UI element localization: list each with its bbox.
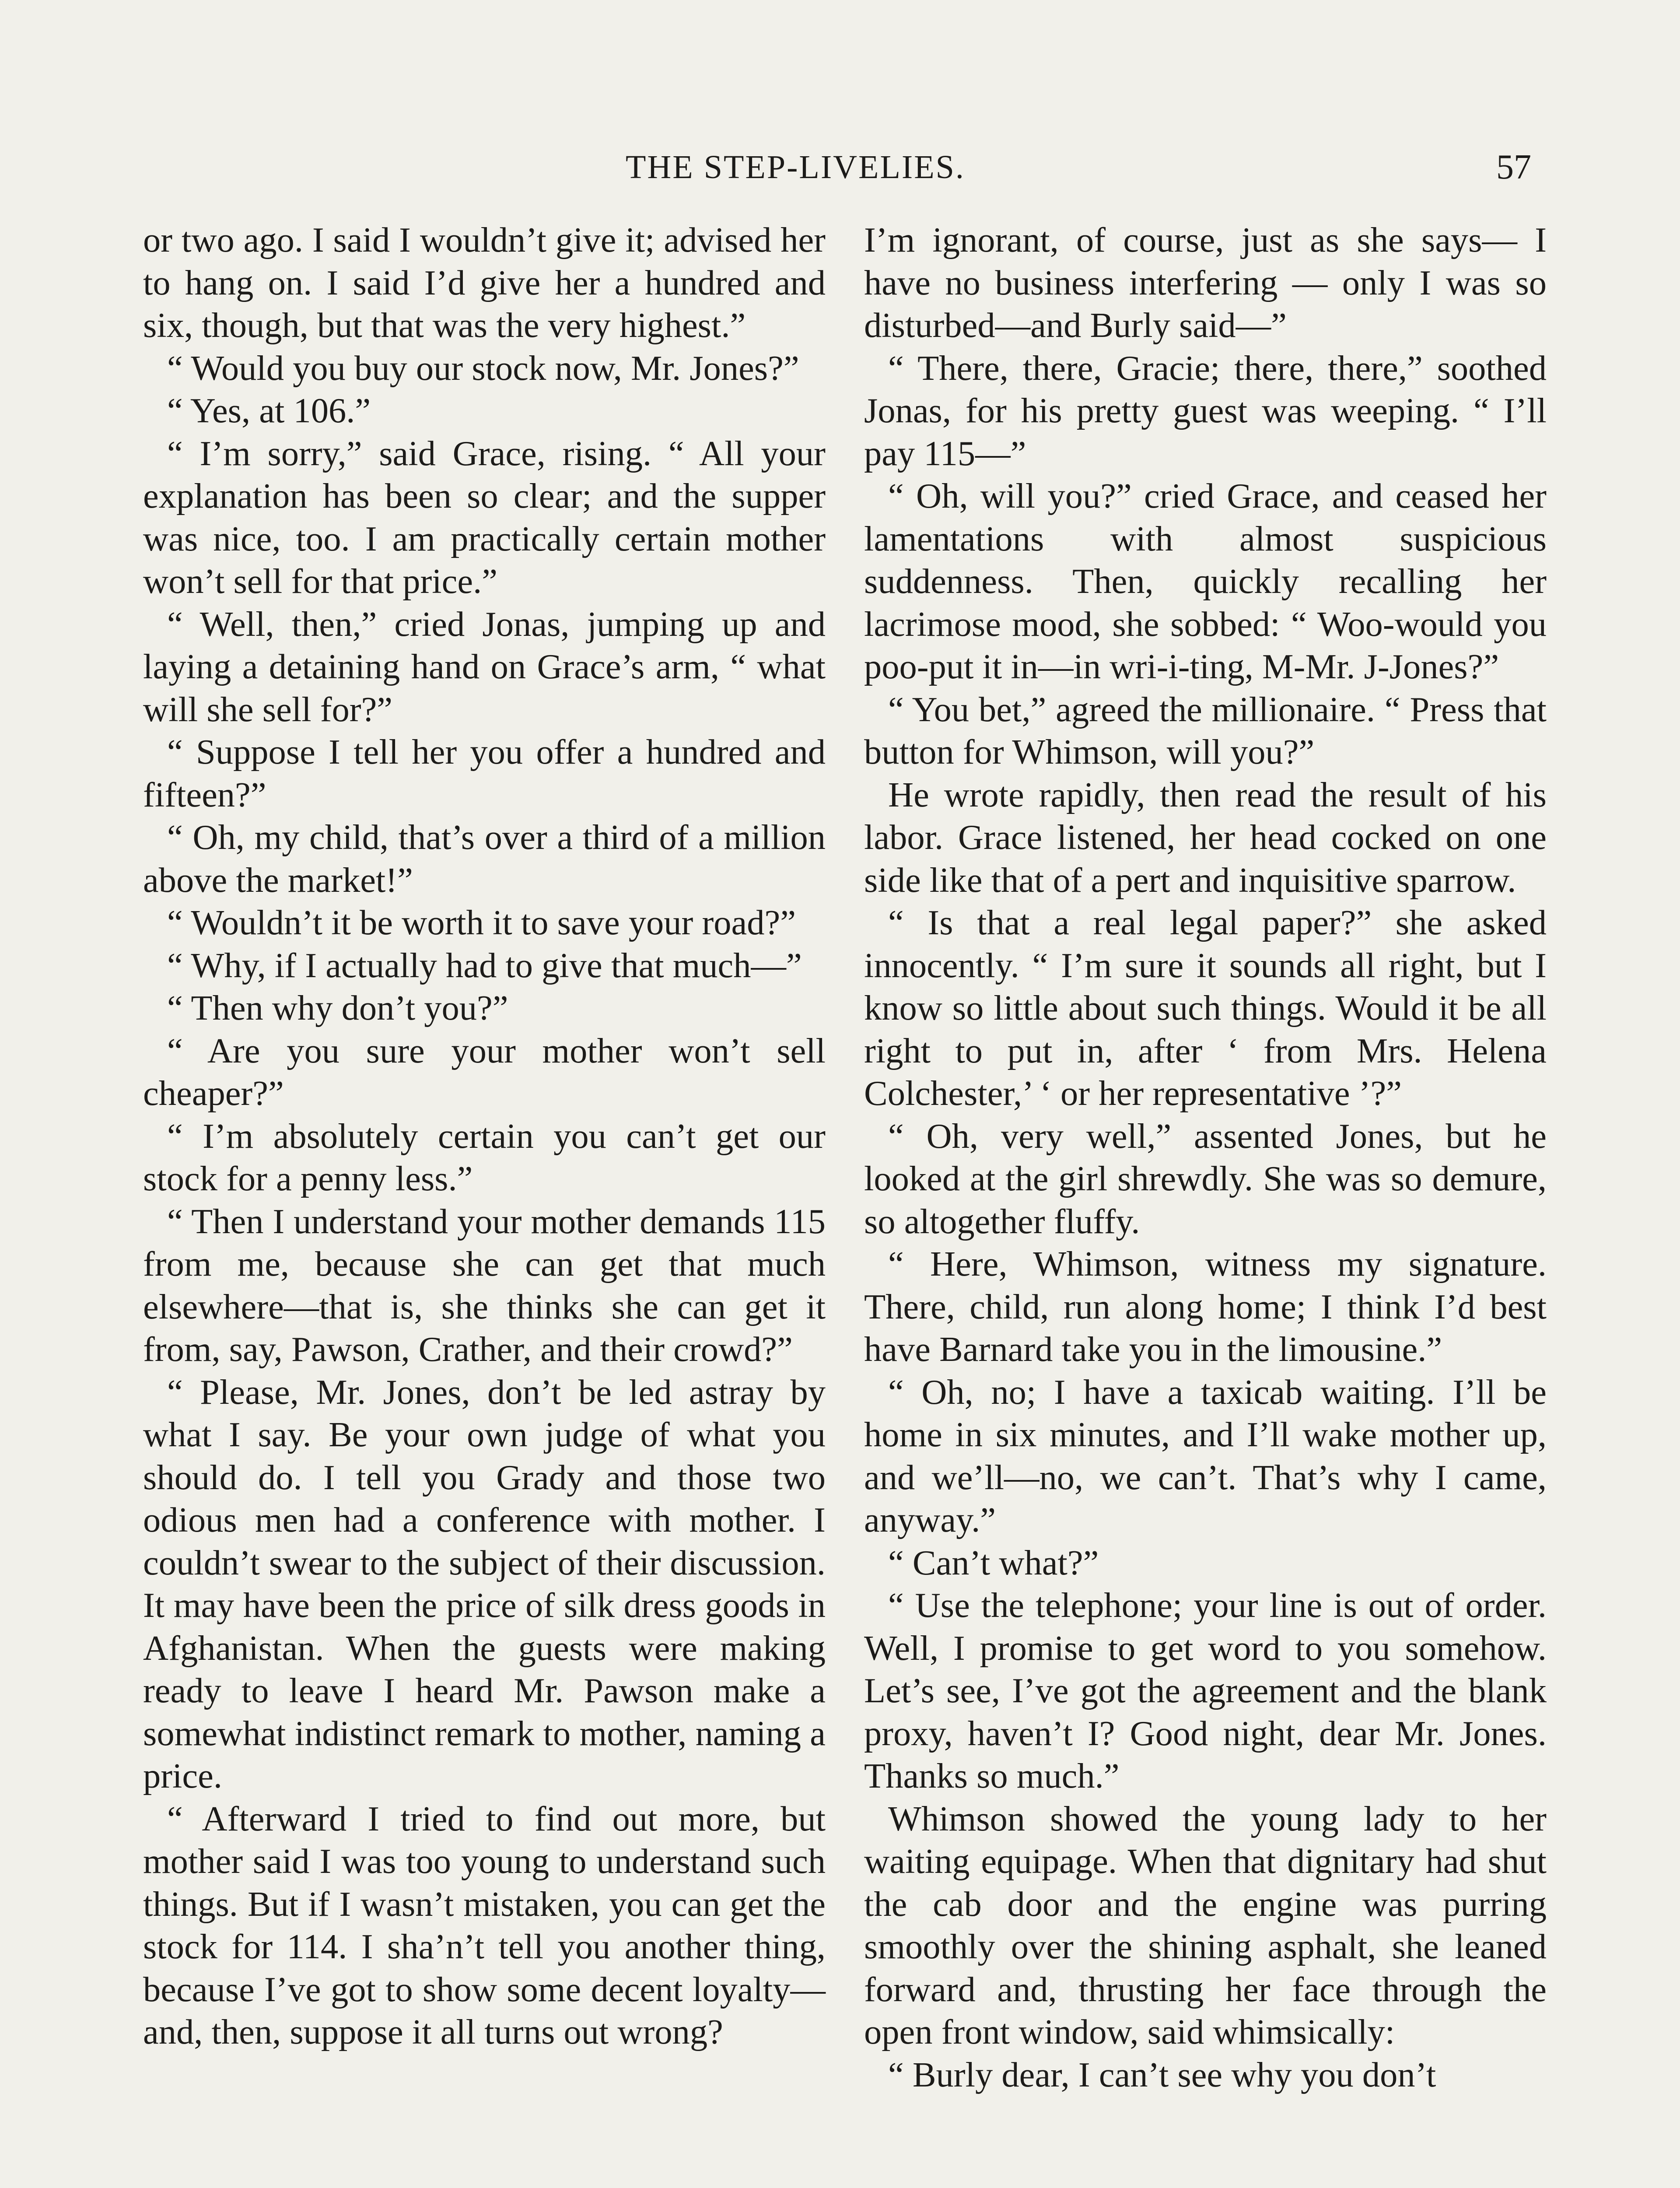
paragraph: “ Yes, at 106.” xyxy=(167,391,371,430)
paragraph: Whimson showed the young lady to her waiting equipage. When that dignitary had shut the cab door and the engine was purring smoothly over the shining asphalt, she leaned forward and, thrusting her face through the open front window, said whimsically: xyxy=(864,1799,1547,2051)
paragraph: “ Burly dear, I can’t see why you don’t xyxy=(888,2055,1436,2094)
paragraph: “ Afterward I tried to find out more, but mother said I was too young to understand such things. But if I wasn’t mistaken, you can get the stock for 114. I sha’n’t tell you another thing, because I’ve got to show some decent loyalty— and, then, suppose it all turns out wrong? xyxy=(143,1799,826,2051)
paragraph: “ I’m absolutely certain you can’t get our stock for a penny less.” xyxy=(143,1116,826,1198)
running-head: THE STEP-LIVELIES. xyxy=(626,149,965,186)
paragraph: “ Wouldn’t it be worth it to save your road?” xyxy=(167,903,796,942)
paragraph: “ Suppose I tell her you offer a hundred and fifteen?” xyxy=(143,733,826,814)
paragraph: “ I’m sorry,” said Grace, rising. “ All your explanation has been so clear; and the supper was nice, too. I am practically certain mother won’t sell for that price.” xyxy=(143,434,826,601)
paragraph: “ Can’t what?” xyxy=(888,1543,1099,1582)
paragraph: “ Oh, my child, that’s over a third of a million above the market!” xyxy=(143,818,826,900)
paragraph: “ Then why don’t you?” xyxy=(167,989,508,1027)
paragraph: “ Oh, very well,” assented Jones, but he looked at the girl shrewdly. She was so demure, so altogether fluffy. xyxy=(864,1116,1547,1241)
right-column xyxy=(864,219,1547,2096)
paragraph: “ Oh, no; I have a taxicab waiting. I’ll be home in six minutes, and I’ll wake mother up, and we’ll—no, we can’t. That’s why I came, anyway.” xyxy=(864,1372,1547,1539)
paragraph: “ Are you sure your mother won’t sell cheaper?” xyxy=(143,1031,826,1113)
paragraph: “ Oh, will you?” cried Grace, and ceased her lamentations with almost suspicious suddenness. Then, quickly recalling her lacrimose mood, she sobbed: “ Woo-would you poo-put it in—in wri-i-ting, M-Mr. J-Jones?” xyxy=(864,477,1547,686)
paragraph: I’m ignorant, of course, just as she says— I have no business interfering — only I was so disturbed—and Burly said—” xyxy=(864,221,1547,345)
paragraph: “ Please, Mr. Jones, don’t be led astray by what I say. Be your own judge of what you should do. I tell you Grady and those two odious men had a conference with mother. I couldn’t swear to the subject of their discussion. It may have been the price of silk dress goods in Afghanistan. When the guests were making ready to leave I heard Mr. Pawson make a somewhat indistinct remark to mother, naming a price. xyxy=(143,1372,826,1795)
paragraph: “ Here, Whimson, witness my signature. There, child, run along home; I think I’d best have Barnard take you in the limousine.” xyxy=(864,1245,1547,1369)
page-header xyxy=(0,145,1680,189)
paragraph: “ Is that a real legal paper?” she asked innocently. “ I’m sure it sounds all right, but I know so little about such things. Would it be all right to put in, after ‘ from Mrs. Helena Colchester,’ ‘ or her representative ’?” xyxy=(864,903,1547,1113)
paragraph: “ There, there, Gracie; there, there,” soothed Jonas, for his pretty guest was weeping. “ I’ll pay 115—” xyxy=(864,348,1547,473)
page-number: 57 xyxy=(1496,148,1531,186)
paragraph: “ Would you buy our stock now, Mr. Jones?” xyxy=(167,348,799,388)
left-column xyxy=(143,219,826,2054)
paragraph: “ Why, if I actually had to give that much—” xyxy=(167,946,802,985)
paragraph: “ Use the telephone; your line is out of order. Well, I promise to get word to you somehow. Let’s see, I’ve got the agreement and the blank proxy, haven’t I? Good night, dear Mr. Jones. Thanks so much.” xyxy=(864,1586,1547,1795)
paragraph: He wrote rapidly, then read the result of his labor. Grace listened, her head cocked on one side like that of a pert and inquisitive sparrow. xyxy=(864,775,1547,900)
paragraph: “ Well, then,” cried Jonas, jumping up and laying a detaining hand on Grace’s arm, “ what will she sell for?” xyxy=(143,604,826,729)
paragraph: or two ago. I said I wouldn’t give it; advised her to hang on. I said I’d give her a hundred and six, though, but that was the very highest.” xyxy=(143,221,826,345)
paragraph: “ You bet,” agreed the millionaire. “ Press that button for Whimson, will you?” xyxy=(864,690,1547,771)
paragraph: “ Then I understand your mother demands 115 from me, because she can get that much elsewhere—that is, she thinks she can get it from, say, Pawson, Crather, and their crowd?” xyxy=(143,1202,826,1369)
